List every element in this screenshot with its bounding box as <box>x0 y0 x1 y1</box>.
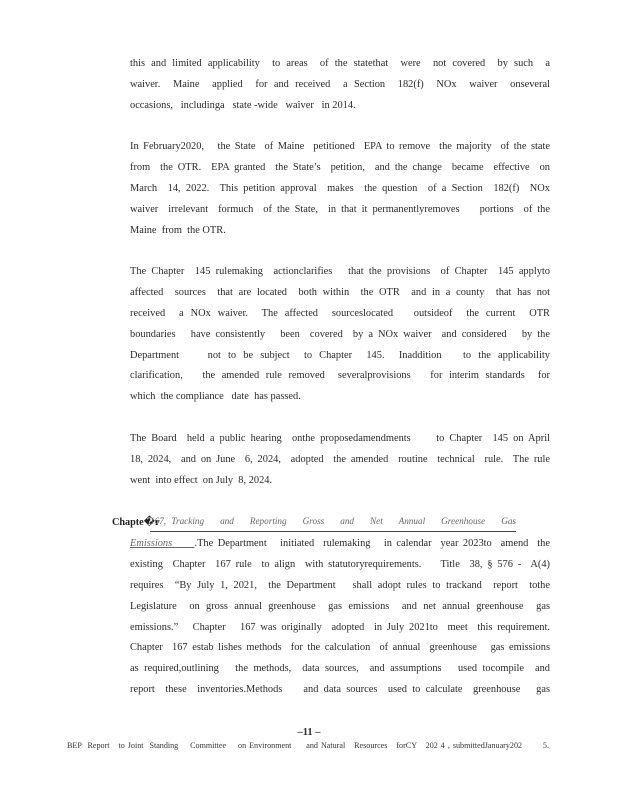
text-line: Department not to be subject to Chapter 145. Inaddition to the applicability <box>130 349 550 361</box>
text-line: received a NOx waiver. The affected sourceslocated outsideof the current OTR <box>130 307 550 319</box>
text-line: boundaries have consistently been covered by a NOx waiver and considered by the <box>130 328 550 340</box>
text-line: this and limited applicability to areas of the statethat were not covered by such a <box>130 58 550 69</box>
text-line: The Chapter 145 rulemaking actionclarifies that the provisions of Chapter 145 applyto <box>130 266 550 277</box>
text-line: In February2020, the State of Maine petitioned EPA to remove the majority of the state <box>130 141 550 152</box>
paragraph-public-hearing <box>130 429 550 492</box>
text-line: The Board held a public hearing onthe proposedamendments to Chapter 145 on April <box>130 433 550 444</box>
page-footer: BEP Report to Joint Standing Committee on Environment and Natural Resources forCY 202 4 , submittedJanuary202 5. <box>67 741 549 750</box>
paragraph-waiver <box>130 54 550 117</box>
page-number: –11 – <box>297 727 321 738</box>
text-line <box>130 534 550 555</box>
chapter-167-heading <box>112 514 516 534</box>
text-line: as required,outlining the methods, data sources, and assumptions used tocompile and <box>130 663 550 675</box>
text-line: emissions.” Chapter 167 was originally adopted in July 2021to meet this requirement. <box>130 621 550 633</box>
paragraph-chapter-167 <box>130 534 550 701</box>
text-line: Chapter 167 estab lishes methods for the calculation of annual greenhouse gas emissions <box>130 642 550 654</box>
text-line: requires “By July 1, 2021, the Department shall adopt rules to trackand report tothe <box>130 579 550 591</box>
text-line: report these inventories.Methods and data sources used to calculate greenhouse gas <box>130 684 550 696</box>
text-line: March 14, 2022. This petition approval makes the question of a Section 182(f) NOx <box>130 182 550 194</box>
paragraph-chapter-145 <box>130 262 550 408</box>
text-line: went into effect on July 8, 2024. <box>130 474 273 486</box>
text-segment: .The Department initiated rulemaking in calendar year 2023to amend the <box>194 538 550 549</box>
paragraph-otr-petition <box>130 137 550 241</box>
heading-chapter-label: Chapte�r <box>112 517 160 528</box>
text-line: 18, 2024, and on June 6, 2024, adopted the amended routine technical rule. The rule <box>130 453 550 465</box>
text-line: waiver. Maine applied for and received a Section 182(f) NOx waiver onseveral <box>130 78 550 90</box>
emissions-title-continuation: Emissions <box>130 538 195 549</box>
text-line: Maine from the OTR. <box>130 224 226 236</box>
text-line: which the compliance date has passed. <box>130 391 301 403</box>
text-line: waiver irrelevant formuch of the State, in that it permanentlyremoves portions of the <box>130 203 550 215</box>
text-line: Legislature on gross annual greenhouse gas emissions and net annual greenhouse gas <box>130 600 550 612</box>
text-line: clarification, the amended rule removed severalprovisions for interim standards for <box>130 370 550 382</box>
text-line: occasions, includinga state -wide waiver in 2014. <box>130 99 356 111</box>
text-line: affected sources that are located both within the OTR and in a county that has not <box>130 286 550 298</box>
heading-chapter-title: 167, Tracking and Reporting Gross and Net Annual Greenhouse Gas <box>150 516 516 532</box>
text-line: from the OTR. EPA granted the State’s petition, and the change became effective on <box>130 161 550 173</box>
text-line: existing Chapter 167 rule to align with statutoryrequirements. Title 38, § 576 - A(4) <box>130 558 550 570</box>
